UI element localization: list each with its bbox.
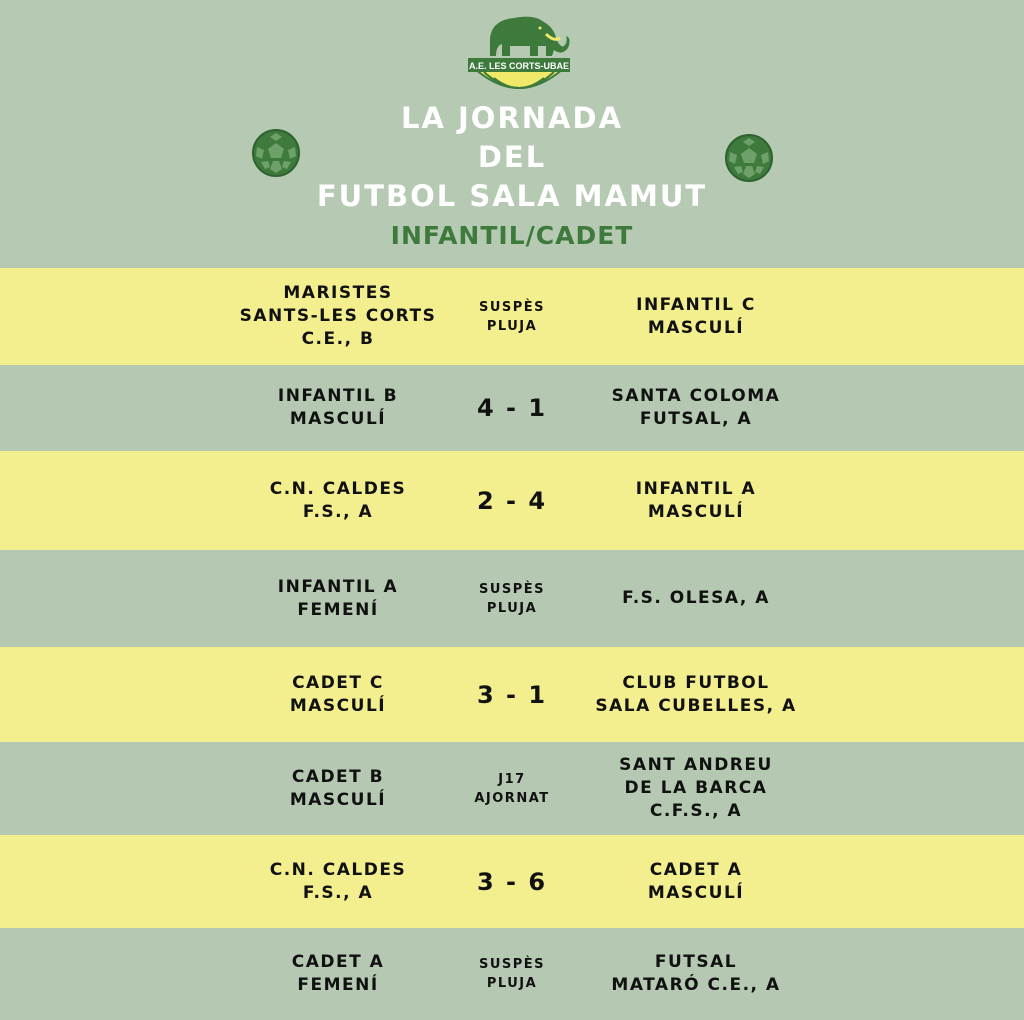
match-score-line: 2 - 4 — [476, 486, 548, 515]
page-title-line-3: FUTBOL SALA MAMUT — [316, 179, 708, 213]
away-team-line: MASCULÍ — [647, 501, 745, 522]
match-status — [450, 928, 574, 1020]
match-row — [0, 550, 1024, 647]
page-title-line-1: LA JORNADA — [400, 101, 624, 135]
away-team — [578, 835, 814, 928]
away-team — [578, 550, 814, 647]
home-team-line: C.E., B — [301, 329, 375, 349]
match-status — [450, 742, 574, 835]
away-team-line: SALA CUBELLES, A — [595, 695, 797, 716]
match-status-line: SUSPÈS — [478, 299, 546, 315]
match-row — [0, 835, 1024, 928]
away-team-line: FUTSAL — [654, 952, 738, 972]
home-team — [226, 742, 450, 835]
match-status — [450, 268, 574, 365]
match-row — [0, 365, 1024, 451]
away-team — [578, 742, 814, 835]
home-team-line: C.N. CALDES — [269, 859, 407, 880]
home-team — [226, 451, 450, 550]
match-score — [450, 835, 574, 928]
away-team — [578, 451, 814, 550]
match-status-line: PLUJA — [486, 600, 538, 616]
home-team-line: FEMENÍ — [297, 975, 379, 995]
match-score — [450, 451, 574, 550]
away-team-line: F.S. OLESA, A — [622, 588, 770, 608]
match-score-line: 4 - 1 — [476, 394, 548, 422]
match-score — [450, 647, 574, 742]
match-status-line: PLUJA — [486, 976, 538, 991]
home-team-line: CADET B — [291, 766, 385, 787]
match-status-line: PLUJA — [486, 318, 538, 334]
match-status-line: J17 — [498, 771, 526, 787]
home-team-line: MARISTES — [283, 283, 393, 303]
match-score-line: 3 - 6 — [476, 867, 548, 896]
home-team — [226, 550, 450, 647]
away-team-line: SANT ANDREU — [619, 755, 773, 775]
away-team — [578, 365, 814, 451]
away-team-line: SANTA COLOMA — [611, 386, 781, 406]
home-team — [226, 647, 450, 742]
home-team — [226, 835, 450, 928]
away-team-line: C.F.S., A — [649, 801, 743, 821]
away-team-line: MATARÓ C.E., A — [611, 975, 781, 995]
home-team-line: INFANTIL B — [277, 386, 399, 406]
away-team-line: FUTSAL, A — [639, 409, 753, 429]
match-status — [450, 550, 574, 647]
away-team-line: DE LA BARCA — [624, 778, 768, 798]
away-team-line: INFANTIL A — [635, 478, 757, 499]
home-team-line: MASCULÍ — [289, 695, 387, 716]
match-status-line: SUSPÈS — [478, 957, 546, 972]
match-score — [450, 365, 574, 451]
home-team-line: MASCULÍ — [289, 789, 387, 810]
away-team-line: MASCULÍ — [647, 882, 745, 903]
home-team-line: CADET A — [291, 952, 385, 972]
home-team-line: FEMENÍ — [297, 599, 379, 620]
match-status-line: SUSPÈS — [478, 581, 546, 597]
match-score-line: 3 - 1 — [476, 680, 548, 709]
home-team — [226, 365, 450, 451]
club-logo-mammoth-icon — [464, 8, 574, 96]
home-team-line: F.S., A — [302, 501, 374, 522]
away-team — [578, 268, 814, 365]
away-team-line: CLUB FUTBOL — [622, 672, 770, 693]
home-team-line: SANTS-LES CORTS — [239, 306, 437, 326]
match-status-line: AJORNAT — [474, 790, 550, 806]
page-subtitle: INFANTIL/CADET — [390, 221, 634, 250]
away-team-line: INFANTIL C — [636, 294, 756, 315]
home-team-line: C.N. CALDES — [269, 478, 407, 499]
away-team-line: CADET A — [649, 859, 743, 880]
home-team-line: CADET C — [292, 672, 384, 693]
header — [0, 0, 1024, 268]
match-row — [0, 451, 1024, 550]
page-title-line-2: DEL — [477, 140, 547, 174]
home-team-line: INFANTIL A — [277, 576, 399, 597]
away-team — [578, 647, 814, 742]
match-row — [0, 647, 1024, 742]
match-row — [0, 268, 1024, 365]
home-team-line: MASCULÍ — [289, 409, 387, 429]
home-team — [226, 928, 450, 1020]
home-team — [226, 268, 450, 365]
home-team-line: F.S., A — [302, 882, 374, 903]
match-row — [0, 742, 1024, 835]
away-team — [578, 928, 814, 1020]
logo-text: A.E. LES CORTS-UBAE — [468, 61, 570, 71]
match-row — [0, 928, 1024, 1020]
away-team-line: MASCULÍ — [647, 317, 745, 338]
